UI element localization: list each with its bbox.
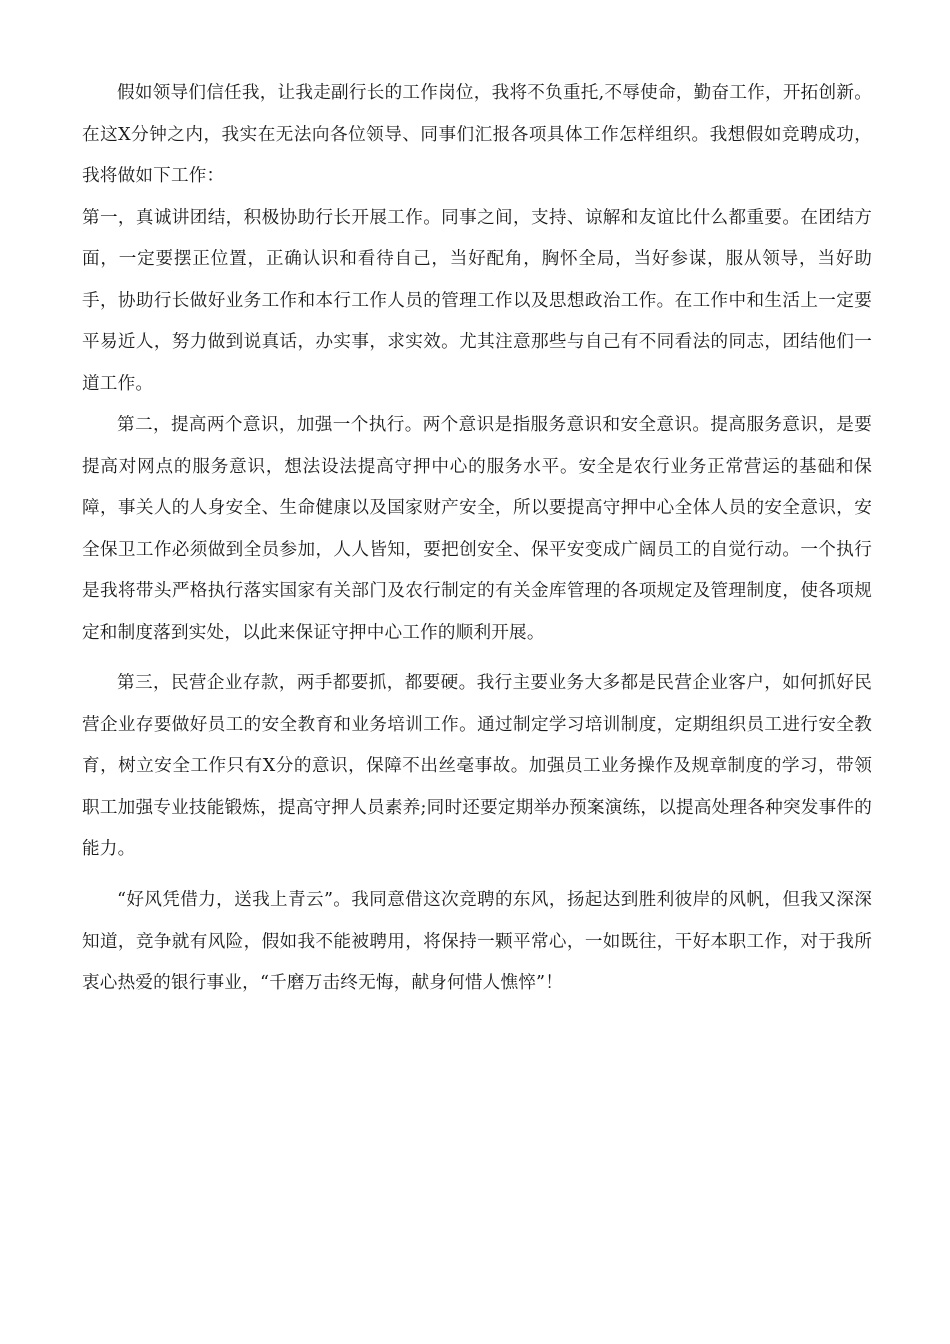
- section-intro: [82, 73, 872, 405]
- section-second: [82, 405, 872, 654]
- paragraph-intro: 假如领导们信任我，让我走副行长的工作岗位，我将不负重托,不辱使命，勤奋工作，开拓创新。在这X分钟之内，我实在无法向各位领导、同事们汇报各项具体工作怎样组织。我想假如竞聘成功，我将做如下工作：: [82, 83, 872, 186]
- paragraph-second: 第二，提高两个意识，加强一个执行。两个意识是指服务意识和安全意识。提高服务意识，是要提高对网点的服务意识，想法设法提高守押中心的服务水平。安全是农行业务正常营运的基础和保障，事关人的人身安全、生命健康以及国家财产安全，所以要提高守押中心全体人员的安全意识，安全保卫工作必须做到全员参加，人人皆知，要把创安全、保平安变成广阔员工的自觉行动。一个执行是我将带头严格执行落实国家有关部门及农行制定的有关金库管理的各项规定及管理制度，使各项规定和制度落到实处，以此来保证守押中心工作的顺利开展。: [82, 415, 872, 643]
- paragraph-third: 第三，民营企业存款，两手都要抓，都要硬。我行主要业务大多都是民营企业客户，如何抓好民营企业存要做好员工的安全教育和业务培训工作。通过制定学习培训制度，定期组织员工进行安全教育，树立安全工作只有X分的意识，保障不出丝毫事故。加强员工业务操作及规章制度的学习，带领职工加强专业技能锻炼，提高守押人员素养;同时还要定期举办预案演练，以提高处理各种突发事件的能力。: [82, 673, 872, 859]
- paragraph-closing: “好风凭借力，送我上青云”。我同意借这次竞聘的东风，扬起达到胜利彼岸的风帆，但我又深深知道，竞争就有风险，假如我不能被聘用，将保持一颗平常心，一如既往，干好本职工作，对于我所衷心热爱的银行事业，“千磨万击终无悔，献身何惜人憔悴”！: [82, 890, 872, 993]
- section-third: [82, 663, 872, 871]
- paragraph-first: 第一，真诚讲团结，积极协助行长开展工作。同事之间，支持、谅解和友谊比什么都重要。在团结方面，一定要摆正位置，正确认识和看待自己，当好配角，胸怀全局，当好参谋，服从领导，当好助手，协助行长做好业务工作和本行工作人员的管理工作以及思想政治工作。在工作中和生活上一定要平易近人，努力做到说真话，办实事，求实效。尤其注意那些与自己有不同看法的同志，团结他们一道工作。: [82, 207, 872, 394]
- section-closing: [82, 880, 872, 1005]
